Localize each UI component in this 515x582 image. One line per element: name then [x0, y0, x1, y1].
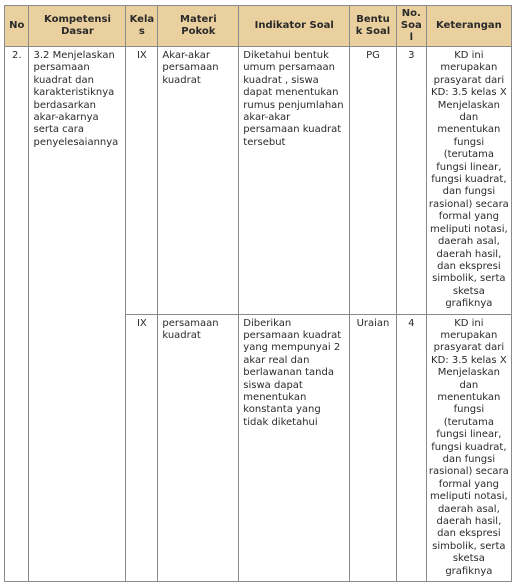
header-no-soal: No. Soal: [396, 6, 426, 47]
header-bentuk-soal: Bentuk Soal: [350, 6, 397, 47]
cell-indikator-soal: Diketahui bentuk umum persamaan kuadrat , siswa dapat menentukan rumus penjumlahan akar-akar persamaan kuadrat tersebut: [239, 47, 350, 315]
cell-keterangan: KD ini merupakan prasyarat dari KD: 3.5 kelas X Menjelaskan dan menentukan fungsi (terutama fungsi linear, fungsi kuadrat, dan fungsi rasional) secara formal yang meliputi notasi, daerah asal, daerah hasil, dan ekspresi simbolik, serta sketsa grafiknya: [426, 47, 511, 315]
kisi-kisi-table: [4, 5, 512, 582]
cell-no-soal: 4: [396, 314, 426, 582]
cell-kelas: IX: [126, 314, 158, 582]
cell-kompetensi-dasar: 3.2 Menjelaskan persamaan kuadrat dan karakteristiknya berdasarkan akar-akarnya serta cara penyelesaiannya: [29, 47, 126, 582]
cell-keterangan: KD ini merupakan prasyarat dari KD: 3.5 kelas X Menjelaskan dan menentukan fungsi (terutama fungsi linear, fungsi kuadrat, dan fungsi rasional) secara formal yang meliputi notasi, daerah asal, daerah hasil, dan ekspresi simbolik, serta sketsa grafiknya: [426, 314, 511, 582]
cell-materi-pokok: Akar-akar persamaan kuadrat: [158, 47, 239, 315]
header-row: [5, 6, 512, 47]
cell-kelas: IX: [126, 47, 158, 315]
kisi-kisi-table-wrapper: [4, 5, 512, 582]
header-kelas: Kelas: [126, 6, 158, 47]
header-kompetensi-dasar: Kompetensi Dasar: [29, 6, 126, 47]
header-no: No: [5, 6, 29, 47]
cell-bentuk-soal: PG: [350, 47, 397, 315]
header-materi-pokok: Materi Pokok: [158, 6, 239, 47]
cell-indikator-soal: Diberikan persamaan kuadrat yang mempunyai 2 akar real dan berlawanan tanda siswa dapat menentukan konstanta yang tidak diketahui: [239, 314, 350, 582]
cell-materi-pokok: persamaan kuadrat: [158, 314, 239, 582]
cell-no-soal: 3: [396, 47, 426, 315]
header-keterangan: Keterangan: [426, 6, 511, 47]
table-row: [5, 47, 512, 315]
header-indikator-soal: Indikator Soal: [239, 6, 350, 47]
cell-bentuk-soal: Uraian: [350, 314, 397, 582]
cell-no: 2.: [5, 47, 29, 582]
